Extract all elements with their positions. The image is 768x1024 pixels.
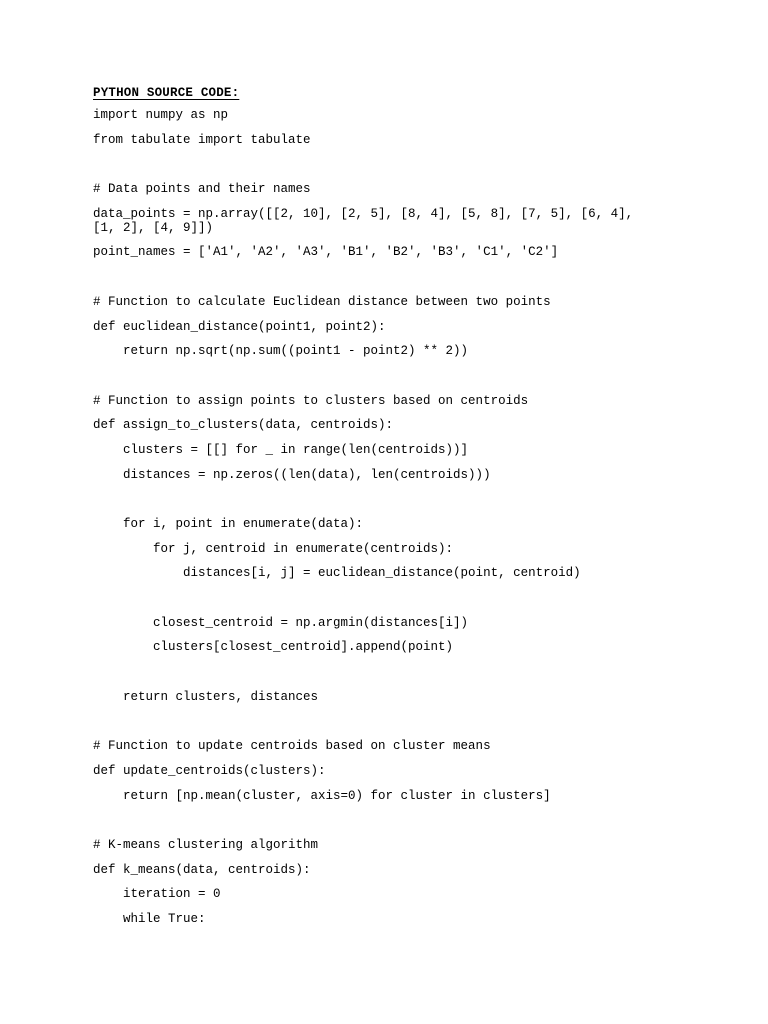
code-line: closest_centroid = np.argmin(distances[i]) <box>93 615 469 630</box>
blank-line <box>93 369 693 383</box>
blank-line <box>93 665 693 679</box>
page-title: PYTHON SOURCE CODE: <box>93 86 240 100</box>
code-comment-line: # Function to assign points to clusters based on centroids <box>93 393 529 408</box>
code-line: distances[i, j] = euclidean_distance(point, centroid) <box>93 566 581 581</box>
code-line: clusters[closest_centroid].append(point) <box>93 640 454 655</box>
code-comment-line: # Data points and their names <box>93 182 311 197</box>
function-definition-line: def euclidean_distance(point1, point2): <box>93 319 386 334</box>
blank-line <box>93 715 693 729</box>
code-comment-line: # Function to calculate Euclidean distance between two points <box>93 294 551 309</box>
code-line: return [np.mean(cluster, axis=0) for cluster in clusters] <box>93 788 551 803</box>
code-line: for j, centroid in enumerate(centroids): <box>93 541 454 556</box>
blank-line <box>93 492 693 506</box>
code-block <box>93 108 693 937</box>
code-line: iteration = 0 <box>93 887 221 902</box>
blank-line <box>93 591 693 605</box>
code-line: from tabulate import tabulate <box>93 132 311 147</box>
code-line: data_points = np.array([[2, 10], [2, 5], [8, 4], [5, 8], [7, 5], [6, 4], <box>93 206 634 221</box>
function-definition-line: def assign_to_clusters(data, centroids): <box>93 418 394 433</box>
code-line: clusters = [[] for _ in range(len(centroids))] <box>93 442 469 457</box>
code-line: point_names = ['A1', 'A2', 'A3', 'B1', 'B2', 'B3', 'C1', 'C2'] <box>93 245 559 260</box>
code-line: distances = np.zeros((len(data), len(centroids))) <box>93 467 491 482</box>
blank-line <box>93 270 693 284</box>
function-definition-line: def update_centroids(clusters): <box>93 763 326 778</box>
code-line: return clusters, distances <box>93 689 319 704</box>
blank-line <box>93 157 693 171</box>
function-definition-line: def k_means(data, centroids): <box>93 862 311 877</box>
code-comment-line: # Function to update centroids based on cluster means <box>93 739 491 754</box>
code-line: while True: <box>93 912 206 926</box>
code-line: import numpy as np <box>93 108 229 122</box>
code-line: return np.sqrt(np.sum((point1 - point2) ** 2)) <box>93 344 469 359</box>
code-line: [1, 2], [4, 9]]) <box>93 220 214 235</box>
code-line: for i, point in enumerate(data): <box>93 517 364 531</box>
blank-line <box>93 813 693 827</box>
code-comment-line: # K-means clustering algorithm <box>93 837 319 852</box>
